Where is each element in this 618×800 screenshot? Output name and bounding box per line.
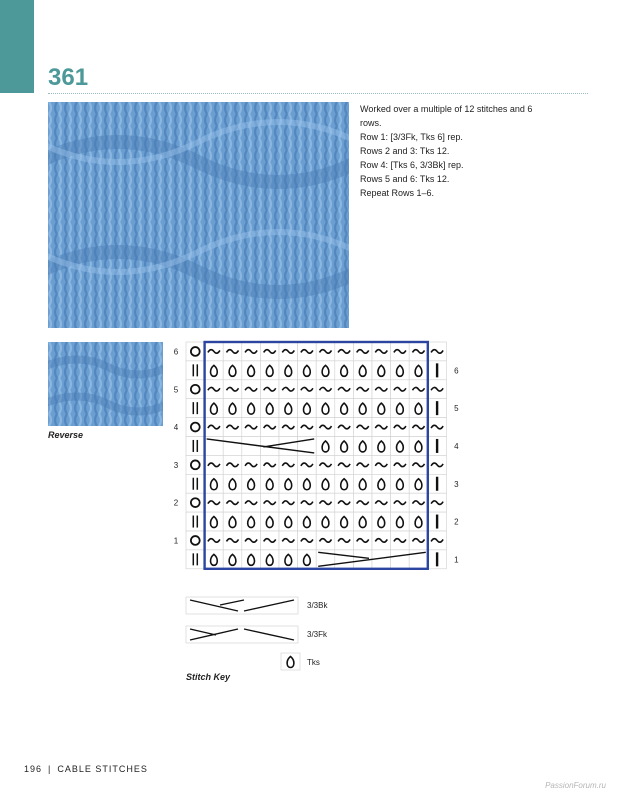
- reverse-label: Reverse: [48, 430, 84, 440]
- instruction-line: Row 4: [Tks 6, 3/3Bk] rep.: [360, 160, 464, 170]
- row-label-left: 3: [173, 460, 179, 470]
- pattern-number: 361: [48, 64, 89, 91]
- chart-cell: [186, 342, 205, 361]
- chart-cell: [186, 512, 205, 531]
- row-label-right: 6: [454, 366, 459, 376]
- key-cable-back-icon: [186, 597, 298, 614]
- key-label-3-3fk: 3/3Fk: [307, 630, 328, 639]
- chart-cell: [186, 380, 205, 399]
- row-label-right: 2: [454, 517, 459, 527]
- page-number: 196: [24, 764, 43, 774]
- instruction-line: Worked over a multiple of 12 stitches and 6 rows.: [360, 104, 533, 128]
- page-footer: [24, 764, 148, 774]
- chart-cell: [186, 399, 205, 418]
- chart-cell: [186, 455, 205, 474]
- row-label-left: 2: [173, 498, 179, 508]
- chart-cell: [186, 418, 205, 437]
- row-label-left: 1: [173, 536, 179, 546]
- row-label-right: 3: [454, 479, 459, 489]
- chart-cell: [279, 437, 298, 456]
- chart-cell: [186, 550, 205, 569]
- row-label-right: 5: [454, 404, 459, 414]
- chart-cell: [391, 550, 410, 569]
- chart-cell: [186, 474, 205, 493]
- key-cable-front-icon: [186, 626, 298, 643]
- chart-cell: [186, 361, 205, 380]
- row-label-left: 5: [173, 385, 179, 395]
- row-label-right: 1: [454, 555, 459, 565]
- footer-separator: |: [48, 764, 52, 774]
- row-label-left: 6: [173, 347, 179, 357]
- instruction-line: Rows 5 and 6: Tks 12.: [360, 174, 450, 184]
- chart-cell: [223, 437, 242, 456]
- instruction-line: Repeat Rows 1–6.: [360, 188, 435, 198]
- key-label-tks: Tks: [307, 658, 320, 667]
- watermark: PassionForum.ru: [545, 781, 606, 790]
- chart-cell: [186, 437, 205, 456]
- section-title: CABLE STITCHES: [57, 764, 148, 774]
- chart-cell: [186, 531, 205, 550]
- instruction-line: Row 1: [3/3Fk, Tks 6] rep.: [360, 132, 463, 142]
- row-label-right: 4: [454, 441, 459, 451]
- row-label-left: 4: [173, 423, 179, 433]
- key-label-3-3bk: 3/3Bk: [307, 601, 328, 610]
- chart-cell: [335, 550, 354, 569]
- chart-cell: [186, 493, 205, 512]
- instruction-line: Rows 2 and 3: Tks 12.: [360, 146, 450, 156]
- stitch-key-title: Stitch Key: [186, 672, 231, 682]
